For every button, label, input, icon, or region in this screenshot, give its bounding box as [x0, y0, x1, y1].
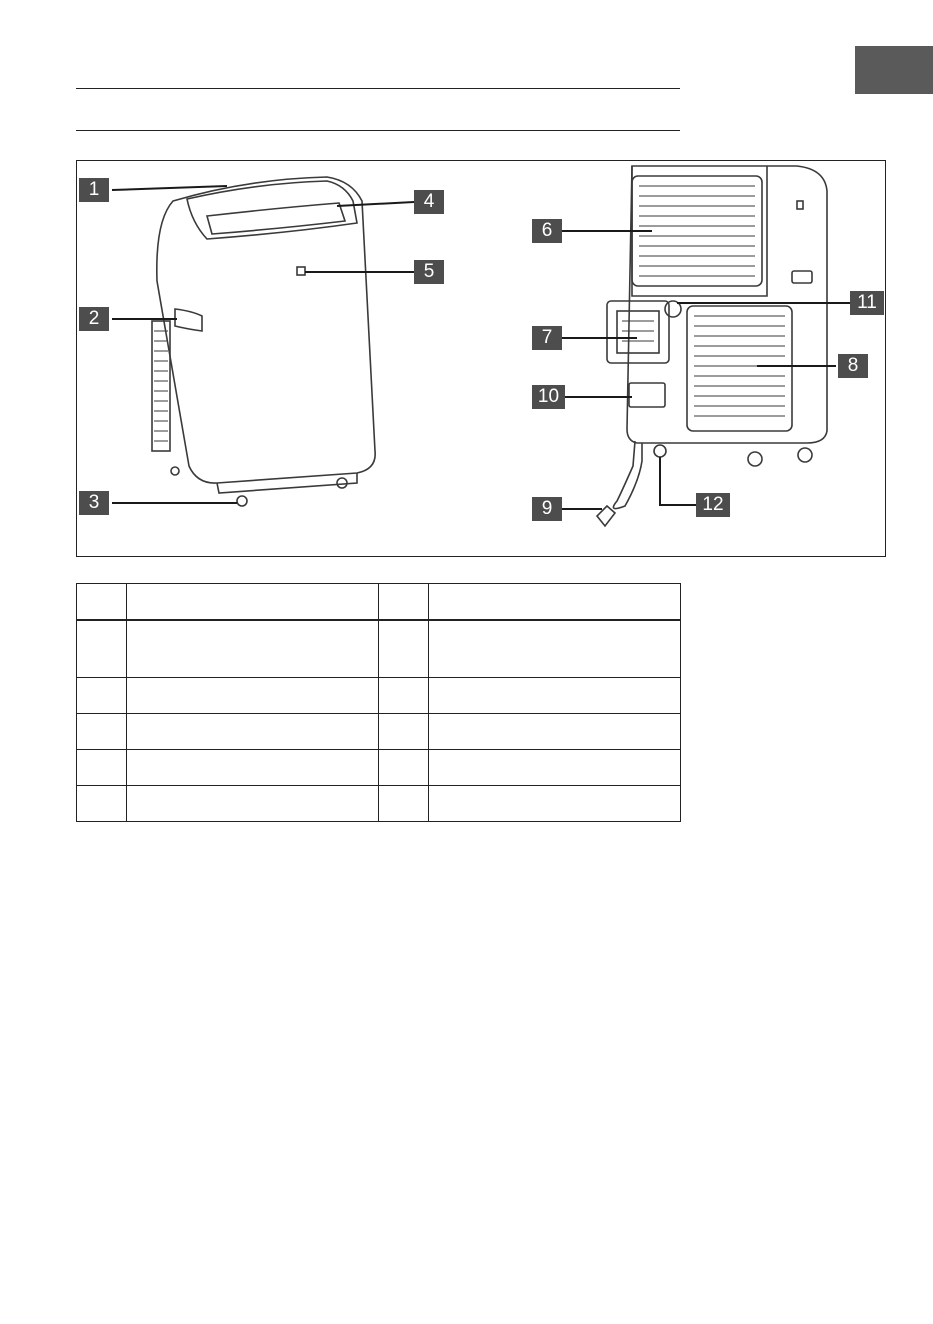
table-cell	[127, 750, 379, 786]
front-receiver	[297, 267, 305, 275]
header-rule-bottom	[76, 130, 680, 131]
power-cord	[613, 441, 642, 509]
header-rule-top	[76, 88, 680, 89]
table-row	[77, 786, 681, 822]
back-lower-grille	[687, 306, 792, 431]
table-row	[77, 750, 681, 786]
product-overview-figure	[76, 160, 886, 557]
front-unit-body	[157, 177, 375, 483]
callout-10: 10	[532, 385, 565, 409]
callout-6: 6	[532, 219, 562, 243]
table-cell	[77, 620, 127, 678]
language-tab	[855, 46, 933, 94]
callout-11: 11	[850, 291, 884, 315]
table-cell	[429, 584, 681, 621]
table-header-row	[77, 584, 681, 621]
table-cell	[127, 786, 379, 822]
table-cell	[77, 786, 127, 822]
front-top-panel	[187, 181, 357, 239]
front-handle	[175, 309, 202, 331]
back-drain-plug	[654, 445, 666, 457]
table-cell	[77, 678, 127, 714]
callout-1: 1	[79, 178, 109, 202]
leader-4	[337, 202, 414, 206]
callout-3: 3	[79, 491, 109, 515]
front-base	[217, 473, 357, 493]
callout-12: 12	[696, 493, 730, 517]
table-cell	[379, 678, 429, 714]
table-cell	[77, 714, 127, 750]
leader-1	[112, 186, 227, 190]
table-cell	[127, 584, 379, 621]
table-row	[77, 678, 681, 714]
table-cell	[379, 786, 429, 822]
callout-9: 9	[532, 497, 562, 521]
callout-2: 2	[79, 307, 109, 331]
table-cell	[379, 584, 429, 621]
front-air-outlet	[207, 203, 345, 234]
table-row	[77, 714, 681, 750]
table-cell	[127, 678, 379, 714]
table-cell	[127, 714, 379, 750]
table-cell	[379, 620, 429, 678]
table-cell	[127, 620, 379, 678]
table-cell	[429, 714, 681, 750]
table-cell	[429, 678, 681, 714]
product-illustration	[77, 161, 887, 558]
callout-5: 5	[414, 260, 444, 284]
table-cell	[429, 620, 681, 678]
callout-8: 8	[838, 354, 868, 378]
table-cell	[429, 786, 681, 822]
table-row	[77, 620, 681, 678]
table-cell	[77, 584, 127, 621]
back-socket-panel	[629, 383, 665, 407]
table-cell	[77, 750, 127, 786]
table-cell	[429, 750, 681, 786]
callout-7: 7	[532, 326, 562, 350]
back-filter-mesh	[617, 311, 659, 353]
callout-4: 4	[414, 190, 444, 214]
leader-12	[660, 457, 696, 505]
table-cell	[379, 750, 429, 786]
parts-table	[76, 583, 681, 822]
table-cell	[379, 714, 429, 750]
